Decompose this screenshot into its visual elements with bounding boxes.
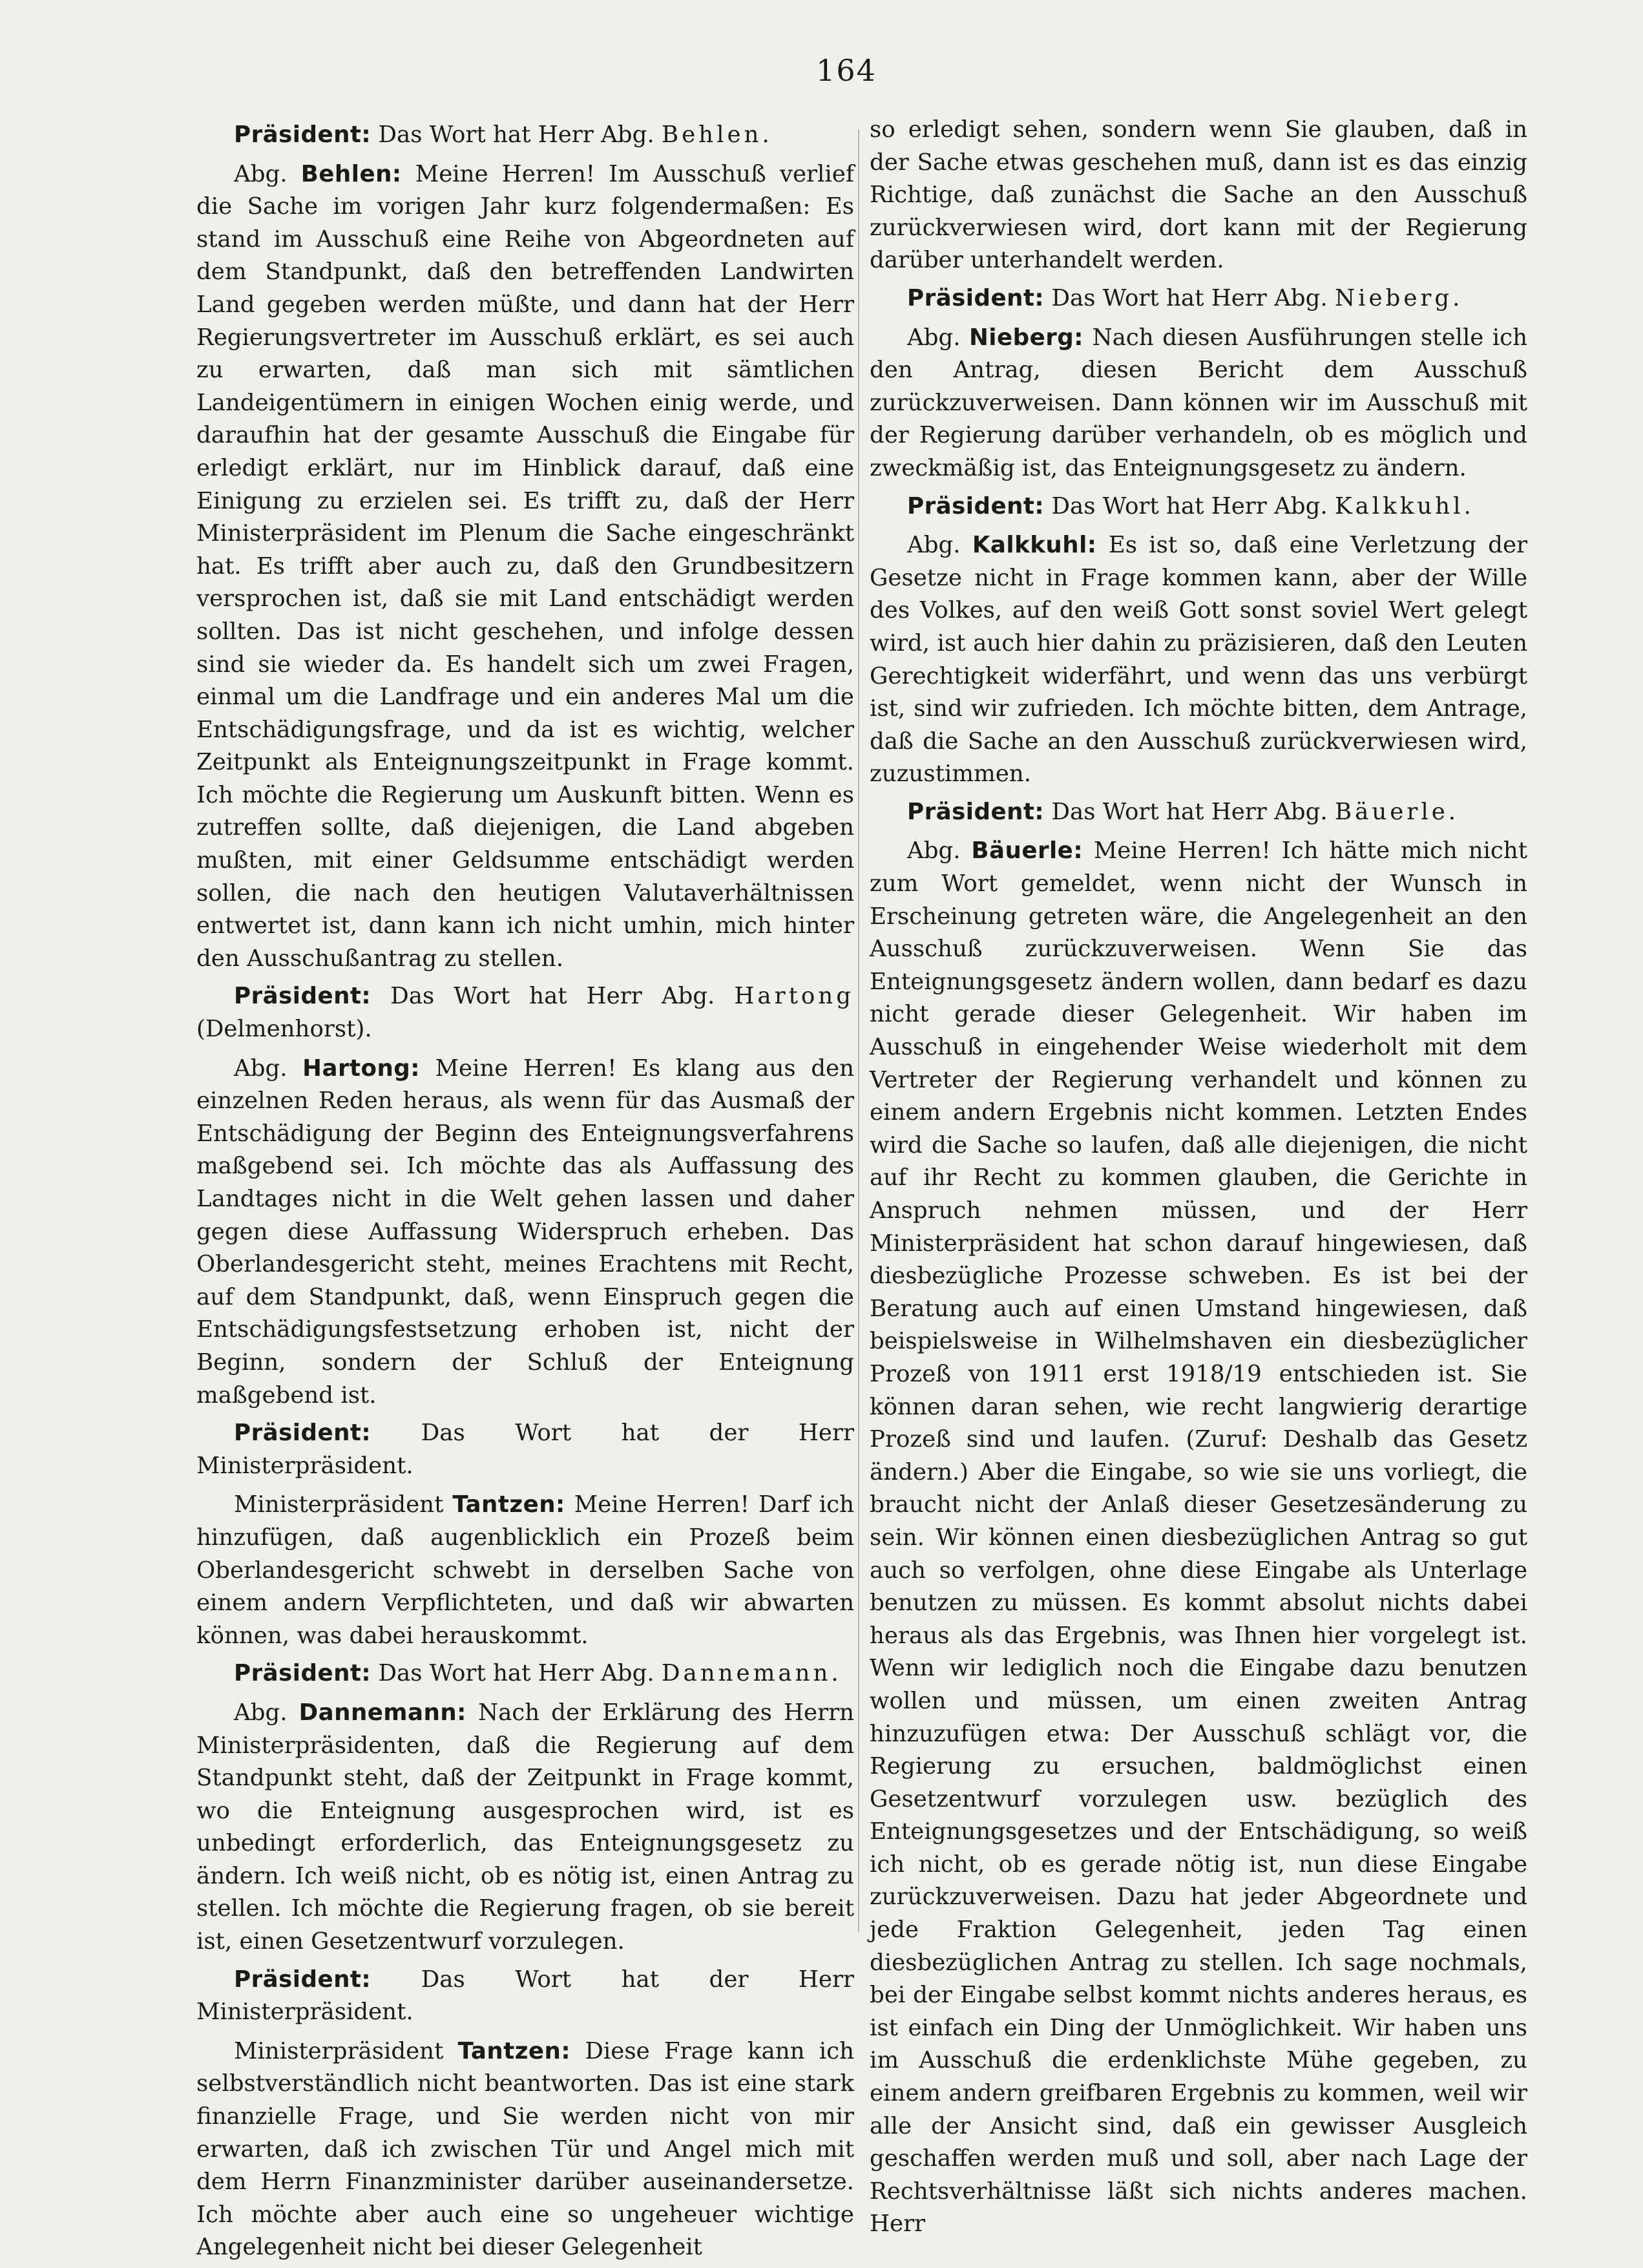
speaker-label: Hartong: xyxy=(302,1055,420,1082)
speech-paragraph xyxy=(196,1053,854,1412)
paragraph-text: so erledigt sehen, sondern wenn Sie glauben, daß in der Sache etwas geschehen muß, dann ist es das einzig Richtige, daß zunächst die Sache an den Ausschuß zurückverwiesen wird, dort kann mit der Regierung darüber unterhandelt werden. xyxy=(870,116,1527,274)
speaker-prefix: Abg. xyxy=(907,837,961,865)
speech-paragraph xyxy=(870,835,1527,2241)
speech-paragraph xyxy=(196,158,854,976)
speaker-name: Dannemann. xyxy=(661,1660,842,1687)
paragraph-text: Meine Herren! Ich hätte mich nicht zum Wort gemeldet, wenn nicht der Wunsch in Erscheinung getreten wäre, die Angelegenheit an den Ausschuß zurückzuverweisen. Wenn Sie das Enteignungsgesetz ändern wollen, dann bedarf es dazu nicht gerade dieser Gelegenheit. Wir haben im Ausschuß in eingehender Weise wiederholt mit dem Vertreter der Regierung verhandelt und können zu einem andern Ergebnis nicht kommen. Letzten Endes wird die Sache so laufen, daß alle diejenigen, die nicht auf ihr Recht zu kommen glauben, die Gerichte in Anspruch nehmen müssen, und der Herr Ministerpräsident hat schon darauf hingewiesen, daß diesbezügliche Prozesse schweben. Es ist bei der Beratung auch auf einen Umstand hingewiesen, daß beispielsweise in Wilhelmshaven ein diesbezüglicher Prozeß von 1911 erst 1918/19 entschieden ist. Sie können daran sehen, wie recht langwierig derartige Prozeß sind und laufen. (Zuruf: Deshalb das Gesetz ändern.) Aber die Eingabe, so wie sie uns vorliegt, die braucht nicht der Anlaß dieser Gesetzesänderung zu sein. Wir können einen diesbezüglichen Antrag so gut auch so verfolgen, ohne diese Eingabe als Unterlage benutzen zu müssen. Es kommt absolut nichts dabei heraus als das Ergebnis, was Ihnen hier vorgelegt ist. Wenn wir lediglich noch die Eingabe dazu benutzen wollen und müssen, um einen zweiten Antrag hinzuzufügen etwa: Der Ausschuß schlägt vor, die Regierung zu ersuchen, baldmöglichst einen Gesetzentwurf vorzulegen usw. bezüglich des Enteignungsgesetzes und der Entschädigung, so weiß ich nicht, ob es gerade nötig ist, nun diese Eingabe zurückzuverweisen. Dazu hat jeder Abgeordnete und jede Fraktion Gelegenheit, jeden Tag einen diesbezüglichen Antrag zu stellen. Ich sage nochmals, bei der Eingabe selbst kommt nichts anderes heraus, es ist einfach ein Ding der Unmöglichkeit. Wir haben uns im Ausschuß die erdenklichste Mühe gegeben, zu einem andern greifbaren Ergebnis zu kommen, weil wir alle der Ansicht sind, daß ein gewisser Ausgleich geschaffen werden muß und soll, aber nach Lage der Rechtsverhältnisse läßt sich nichts anderes machen. Herr xyxy=(870,837,1528,2238)
president-line xyxy=(196,1417,854,1482)
speaker-prefix: Abg. xyxy=(907,532,961,559)
speaker-label: Dannemann: xyxy=(298,1699,466,1726)
speaker-label: Präsident: xyxy=(234,1420,372,1447)
column-divider xyxy=(858,129,859,1932)
speaker-name: Nieberg. xyxy=(1334,284,1463,311)
president-line xyxy=(196,119,854,152)
speaker-name: Kalkkuhl. xyxy=(1334,492,1474,520)
paragraph-text: Das Wort hat Herr Abg. xyxy=(1051,492,1335,520)
right-column xyxy=(870,114,1527,2245)
speaker-label: Präsident: xyxy=(907,284,1045,311)
paragraph-text: Das Wort hat Herr Abg. xyxy=(1051,284,1335,311)
speaker-label: Präsident: xyxy=(907,798,1045,825)
speaker-label: Nieberg: xyxy=(969,324,1083,351)
president-line xyxy=(870,490,1527,523)
speech-paragraph xyxy=(870,322,1527,485)
paragraph-text: Meine Herren! Es klang aus den einzelnen Reden heraus, als wenn für das Ausmaß der Entschädigung der Beginn des Enteignungsverfahrens maßgebend sei. Ich möchte das als Auffassung des Landtages nicht in die Welt gehen lassen und daher gegen diese Auffassung Widerspruch erheben. Das Oberlandesgericht steht, meines Erachtens mit Recht, auf dem Standpunkt, daß, wenn Einspruch gegen die Entschädigungsfestsetzung erhoben ist, nicht der Beginn, sondern der Schluß der Enteignung maßgebend ist. xyxy=(196,1055,855,1409)
paragraph-text: Nach diesen Ausführungen stelle ich den Antrag, diesen Bericht dem Ausschuß zurückzuverweisen. Dann können wir im Ausschuß mit der Regierung darüber verhandeln, ob es möglich und zweckmäßig ist, das Enteignungsgesetz zu ändern. xyxy=(870,324,1528,481)
speaker-label: Tantzen: xyxy=(452,1491,565,1518)
president-line xyxy=(196,1657,854,1690)
speaker-label: Tantzen: xyxy=(457,2037,571,2064)
paragraph-text: Das Wort hat Herr Abg. xyxy=(378,1660,662,1687)
speaker-prefix: Abg. xyxy=(234,1055,288,1082)
speaker-name: Bäuerle. xyxy=(1334,798,1460,825)
president-line xyxy=(870,796,1527,829)
president-line xyxy=(870,282,1527,315)
paragraph-text: Diese Frage kann ich selbstverständlich nicht beantworten. Das ist eine stark finanzielle Frage, und Sie werden nicht von mir erwarten, daß ich zwischen Tür und Angel mich mit dem Herrn Finanzminister darüber auseinandersetze. Ich möchte aber auch eine so ungeheuer wichtige Angelegenheit nicht bei dieser Gelegenheit xyxy=(196,2037,855,2261)
speaker-label: Kalkkuhl: xyxy=(972,532,1097,559)
speaker-label: Präsident: xyxy=(234,983,372,1010)
president-line xyxy=(196,1964,854,2029)
speaker-label: Präsident: xyxy=(234,1966,372,1993)
speaker-prefix: Abg. xyxy=(234,1699,288,1726)
paragraph-text: Nach der Erklärung des Herrn Ministerpräsidenten, daß die Regierung auf dem Standpunkt steht, daß der Zeitpunkt in Frage kommt, wo die Enteignung ausgesprochen wird, ist es unbedingt erforderlich, das Enteignungsgesetz zu ändern. Ich weiß nicht, ob es nötig ist, einen Antrag zu stellen. Ich möchte die Regierung fragen, ob sie bereit ist, einen Gesetzentwurf vorzulegen. xyxy=(196,1699,854,1955)
speaker-name: Behlen. xyxy=(661,121,773,148)
paragraph-text: Meine Herren! Im Ausschuß verlief die Sache im vorigen Jahr kurz folgendermaßen: Es stand im Ausschuß eine Reihe von Abgeordneten auf dem Standpunkt, daß den betreffenden Landwirten Land gegeben werden müßte, und dann hat der Herr Regierungsvertreter im Ausschuß erklärt, es sei auch zu erwarten, daß man sich mit sämtlichen Landeigentümern in einigen Wochen einig werde, und daraufhin hat der gesamte Ausschuß die Eingabe für erledigt erklärt, nur im Hinblick darauf, daß eine Einigung zu erzielen sei. Es trifft zu, daß der Herr Ministerpräsident im Plenum die Sache eingeschränkt hat. Es trifft aber auch zu, daß den Grundbesitzern versprochen ist, daß sie mit Land entschädigt werden sollten. Das ist nicht geschehen, und infolge dessen sind sie wieder da. Es handelt sich um zwei Fragen, einmal um die Landfrage und ein anderes Mal um die Entschädigungsfrage, und da ist es wichtig, welcher Zeitpunkt als Enteignungszeitpunkt in Frage kommt. Ich möchte die Regierung um Auskunft bitten. Wenn es zutreffen sollte, daß diejenigen, die Land abgeben mußten, mit einer Geldsumme entschädigt werden sollen, die nach den heutigen Valutaverhältnissen entwertet ist, dann kann ich nicht umhin, mich hinter den Ausschußantrag zu stellen. xyxy=(196,160,855,972)
speaker-prefix: Ministerpräsident xyxy=(234,1491,444,1518)
speaker-label: Präsident: xyxy=(234,1660,372,1687)
speaker-label: Bäuerle: xyxy=(971,837,1083,865)
page-number: 164 xyxy=(816,53,877,88)
continuation-paragraph xyxy=(870,114,1527,277)
paragraph-text: Das Wort hat der Herr Ministerpräsident. xyxy=(196,1966,855,2026)
speech-paragraph xyxy=(196,2035,854,2264)
speaker-label: Behlen: xyxy=(300,160,402,187)
speech-paragraph xyxy=(196,1697,854,1958)
speaker-prefix: Abg. xyxy=(234,160,288,187)
paragraph-text: Das Wort hat Herr Abg. xyxy=(1051,798,1335,825)
speech-paragraph xyxy=(196,1489,854,1652)
speaker-suffix: (Delmenhorst). xyxy=(196,1016,372,1043)
paragraph-text: Das Wort hat Herr Abg. xyxy=(378,121,662,148)
president-line xyxy=(196,980,854,1045)
left-column xyxy=(196,114,854,2268)
speech-paragraph xyxy=(870,529,1527,791)
paragraph-text: Das Wort hat der Herr Ministerpräsident. xyxy=(196,1420,855,1479)
paragraph-text: Das Wort hat Herr Abg. xyxy=(390,983,735,1010)
speaker-label: Präsident: xyxy=(907,492,1045,520)
speaker-label: Präsident: xyxy=(234,121,372,148)
speaker-name: Hartong xyxy=(734,983,854,1010)
paragraph-text: Es ist so, daß eine Verletzung der Gesetze nicht in Frage kommen kann, aber der Wille des Volkes, auf den weiß Gott sonst soviel Wert gelegt wird, ist auch hier dahin zu präzisieren, daß den Leuten Gerechtigkeit widerfährt, und wenn das uns verbürgt ist, sind wir zufrieden. Ich möchte bitten, dem Antrage, daß die Sache an den Ausschuß zurückverwiesen wird, zuzustimmen. xyxy=(870,532,1528,788)
speaker-prefix: Abg. xyxy=(907,324,961,351)
paragraph-text: Meine Herren! Darf ich hinzufügen, daß augenblicklich ein Prozeß beim Oberlandesgericht schwebt in derselben Sache von einem andern Verpflichteten, und daß wir abwarten können, was dabei herauskommt. xyxy=(196,1491,854,1649)
speaker-prefix: Ministerpräsident xyxy=(234,2037,444,2064)
